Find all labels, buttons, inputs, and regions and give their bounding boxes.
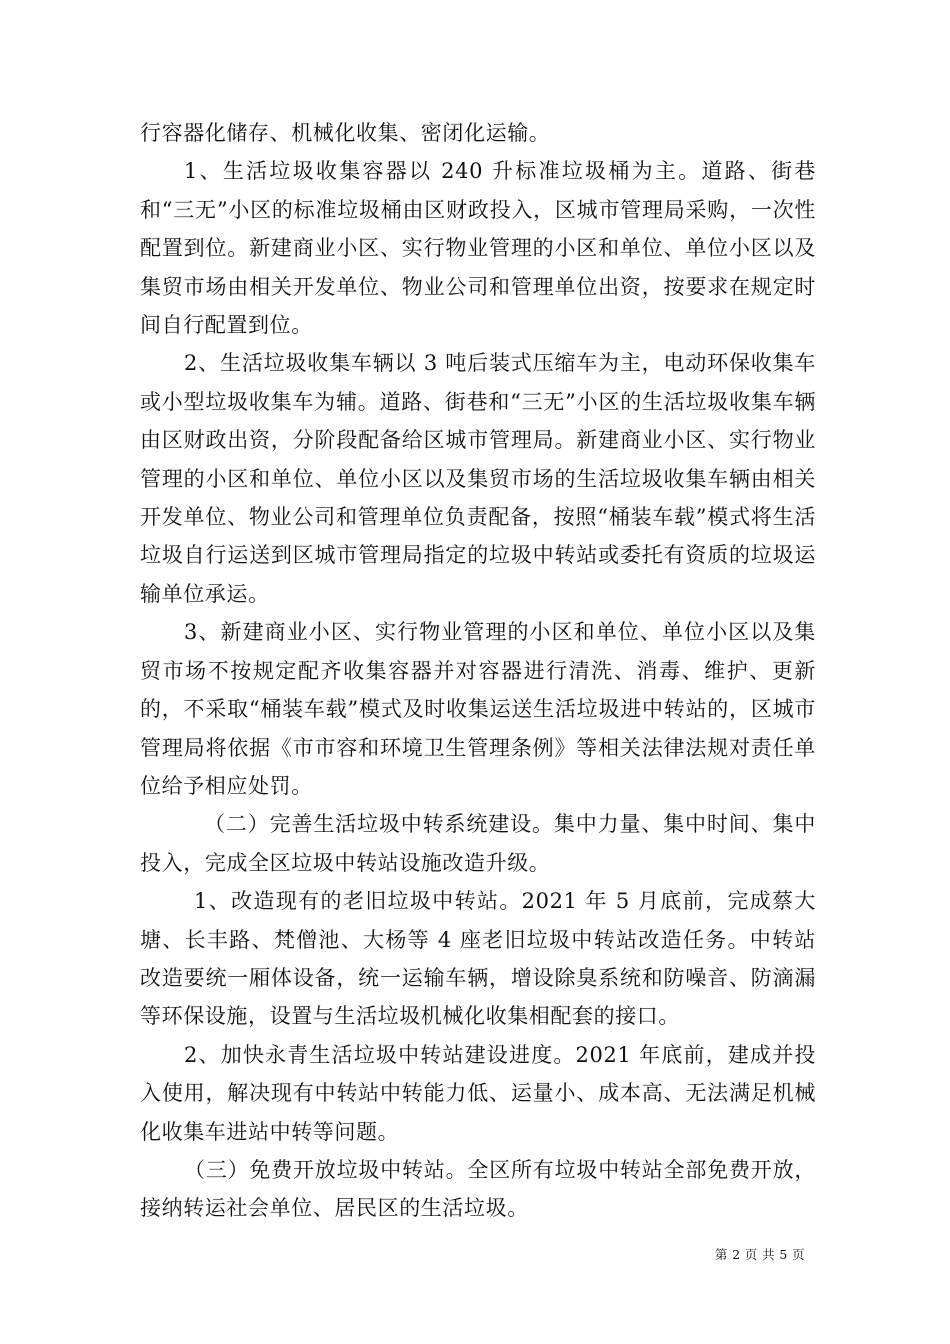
document-body [140, 114, 816, 1228]
paragraph-continuation: 行容器化储存、机械化收集、密闭化运输。 [140, 121, 551, 145]
page-number-footer: 第 2 页 共 5 页 [714, 1247, 805, 1262]
paragraph-penalties: 3、新建商业小区、实行物业管理的小区和单位、单位小区以及集贸市场不按规定配齐收集容器并对容器进行清洗、消毒、维护、更新的，不采取“桶装车载”模式及时收集运送生活垃圾进中转站的，区城市管理局将依据《市市容和环境卫生管理条例》等相关法律法规对责任单位给予相应处罚。 [140, 620, 816, 798]
paragraph-collection-containers: 1、生活垃圾收集容器以 240 升标准垃圾桶为主。道路、街巷和“三无”小区的标准垃圾桶由区财政投入，区城市管理局采购，一次性配置到位。新建商业小区、实行物业管理的小区和单位、单位小区以及集贸市场由相关开发单位、物业公司和管理单位出资，按要求在规定时间自行配置到位。 [140, 159, 816, 338]
paragraph-renovate-stations: 1、改造现有的老旧垃圾中转站。2021 年 5 月底前，完成蔡大塘、长丰路、梵僧池、大杨等 4 座老旧垃圾中转站改造任务。中转站改造要统一厢体设备，统一运输车辆，增设除臭系统和防噪音、防滴漏等环保设施，设置与生活垃圾机械化收集相配套的接口。 [140, 889, 816, 1029]
paragraph-yongqing-station: 2、加快永青生活垃圾中转站建设进度。2021 年底前，建成并投入使用，解决现有中转站中转能力低、运量小、成本高、无法满足机械化收集车进站中转等问题。 [140, 1042, 816, 1144]
section-heading-transfer-system: （二）完善生活垃圾中转系统建设。集中力量、集中时间、集中投入，完成全区垃圾中转站设施改造升级。 [140, 812, 816, 875]
section-heading-free-opening: （三）免费开放垃圾中转站。全区所有垃圾中转站全部免费开放，接纳转运社会单位、居民区的生活垃圾。 [140, 1157, 816, 1221]
paragraph-collection-vehicles: 2、生活垃圾收集车辆以 3 吨后装式压缩车为主，电动环保收集车或小型垃圾收集车为辅。道路、街巷和“三无”小区的生活垃圾收集车辆由区财政出资，分阶段配备给区城市管理局。新建商业小区、实行物业管理的小区和单位、单位小区以及集贸市场的生活垃圾收集车辆由相关开发单位、物业公司和管理单位负责配备，按照“桶装车载”模式将生活垃圾自行运送到区城市管理局指定的垃圾中转站或委托有资质的垃圾运输单位承运。 [140, 351, 816, 606]
